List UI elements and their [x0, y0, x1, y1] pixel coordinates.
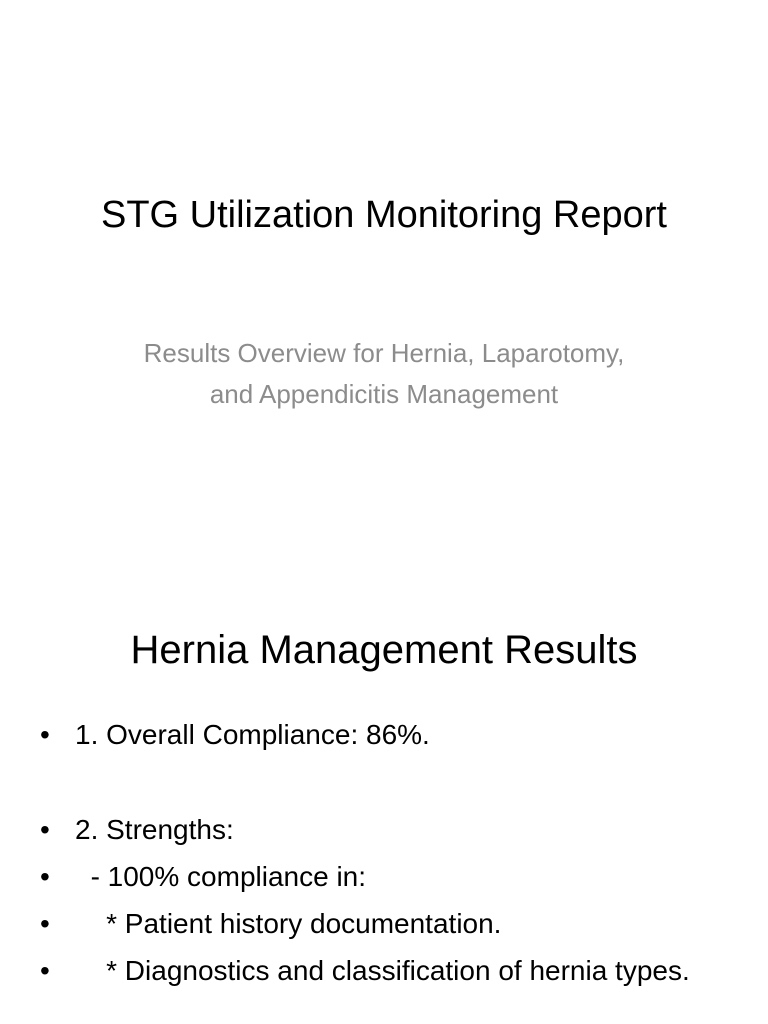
bullet-text: 1. Overall Compliance: 86%.: [75, 719, 430, 750]
bullet-dot: •: [40, 955, 50, 986]
slide-title: Hernia Management Results: [130, 628, 638, 672]
hernia-results-slide: [0, 576, 768, 1024]
bullet-item: [40, 952, 690, 990]
bullet-dot: •: [40, 861, 50, 892]
report-subtitle: Results Overview for Hernia, Laparotomy, and Appendicitis Management: [143, 338, 625, 409]
report-title: STG Utilization Monitoring Report: [101, 194, 667, 236]
bullet-item: [40, 716, 690, 754]
bullet-text: * Patient history documentation.: [75, 908, 502, 939]
bullet-text: * Diagnostics and classification of hernia types.: [75, 955, 690, 986]
bullet-dot: •: [40, 719, 50, 750]
bullet-item: [40, 905, 690, 943]
bullet-list: [40, 716, 690, 999]
bullet-dot: •: [40, 908, 50, 939]
bullet-text: 2. Strengths:: [75, 814, 234, 845]
bullet-item: [40, 811, 690, 849]
bullet-item: [40, 858, 690, 896]
bullet-dot: •: [40, 814, 50, 845]
bullet-text: - 100% compliance in:: [75, 861, 367, 892]
